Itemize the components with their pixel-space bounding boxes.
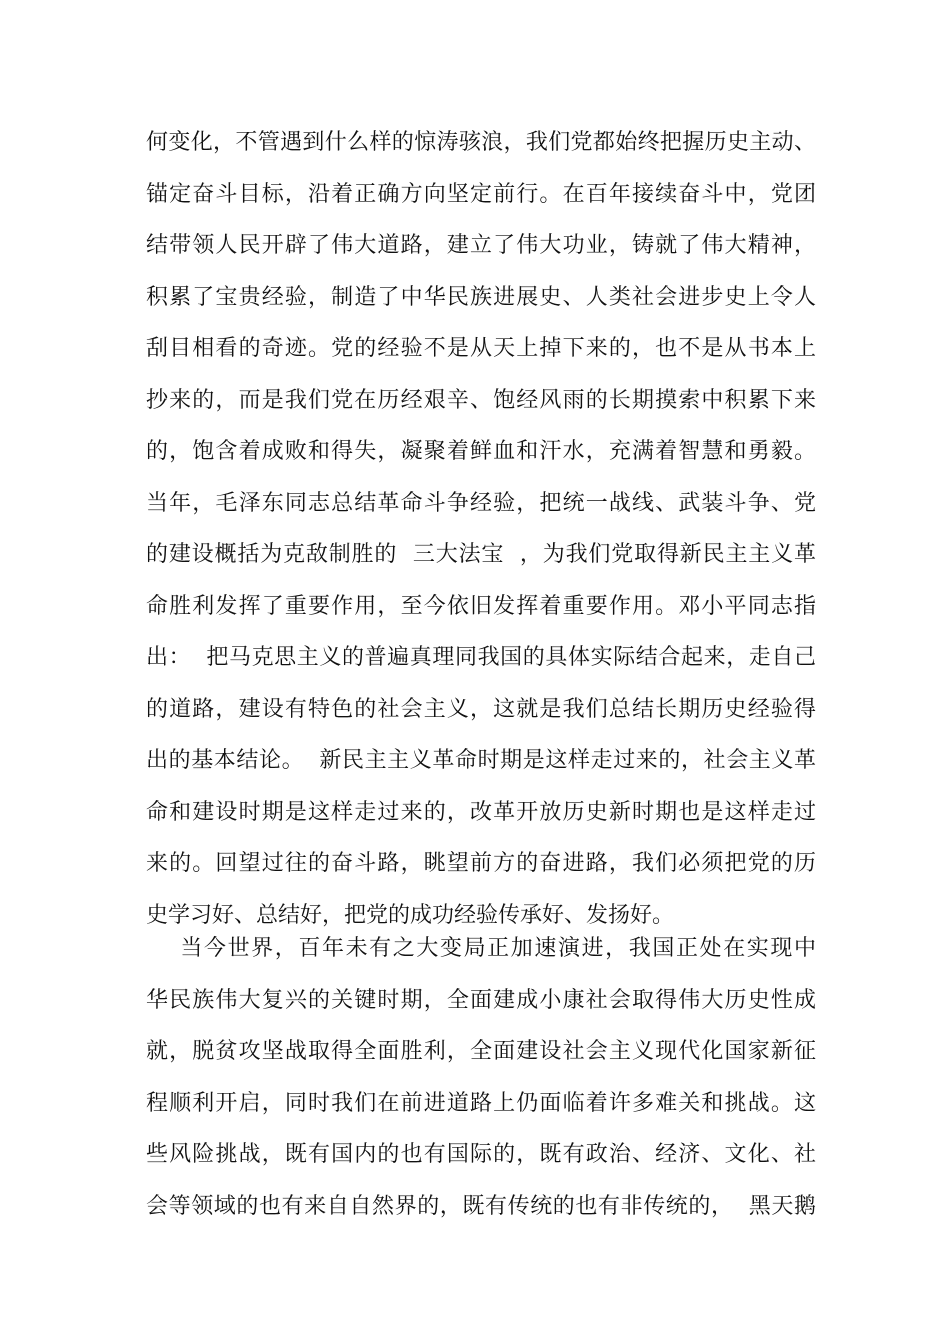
text-line: 就，脱贫攻坚战取得全面胜利，全面建设社会主义现代化国家新征 bbox=[146, 1039, 816, 1064]
paragraph-2 bbox=[146, 933, 816, 1242]
text-line: 出的基本结论。 新民主主义革命时期是这样走过来的，社会主义革 bbox=[146, 748, 816, 773]
text-line: 结带领人民开辟了伟大道路，建立了伟大功业，铸就了伟大精神， bbox=[146, 233, 816, 258]
text-line: 史学习好、总结好，把党的成功经验传承好、发扬好。 bbox=[146, 902, 675, 928]
paragraph-1 bbox=[146, 127, 816, 951]
text-line: 些风险挑战，既有国内的也有国际的，既有政治、经济、文化、社 bbox=[146, 1142, 816, 1167]
text-line: 当今世界，百年未有之大变局正加速演进，我国正处在实现中 bbox=[146, 936, 816, 961]
text-line: 出： 把马克思主义的普遍真理同我国的具体实际结合起来，走自己 bbox=[146, 645, 816, 670]
text-line: 会等领域的也有来自自然界的，既有传统的也有非传统的， 黑天鹅 bbox=[146, 1193, 816, 1219]
text-line: 积累了宝贵经验，制造了中华民族进展史、人类社会进步史上令人 bbox=[146, 284, 816, 310]
text-line: 命和建设时期是这样走过来的，改革开放历史新时期也是这样走过 bbox=[146, 799, 816, 825]
text-line: 刮目相看的奇迹。党的经验不是从天上掉下来的，也不是从书本上 bbox=[146, 336, 816, 361]
text-line: 华民族伟大复兴的关键时期，全面建成小康社会取得伟大历史性成 bbox=[146, 987, 816, 1013]
text-line: 的建设概括为克敌制胜的 三大法宝 ，为我们党取得新民主主义革 bbox=[146, 542, 816, 567]
text-line: 何变化，不管遇到什么样的惊涛骇浪，我们党都始终把握历史主动、 bbox=[146, 130, 816, 155]
text-line: 当年，毛泽东同志总结革命斗争经验，把统一战线、武装斗争、党 bbox=[146, 490, 816, 516]
text-line: 的道路，建设有特色的社会主义，这就是我们总结长期历史经验得 bbox=[146, 696, 816, 722]
text-line: 锚定奋斗目标，沿着正确方向坚定前行。在百年接续奋斗中，党团 bbox=[146, 181, 816, 207]
text-line: 命胜利发挥了重要作用，至今依旧发挥着重要作用。邓小平同志指 bbox=[146, 593, 816, 619]
text-line: 抄来的，而是我们党在历经艰辛、饱经风雨的长期摸索中积累下来 bbox=[146, 387, 816, 413]
text-line: 来的。回望过往的奋斗路，眺望前方的奋进路，我们必须把党的历 bbox=[146, 851, 816, 876]
text-line: 程顺利开启，同时我们在前进道路上仍面临着许多难关和挑战。这 bbox=[146, 1090, 816, 1116]
text-line: 的，饱含着成败和得失，凝聚着鲜血和汗水，充满着智慧和勇毅。 bbox=[146, 439, 816, 464]
